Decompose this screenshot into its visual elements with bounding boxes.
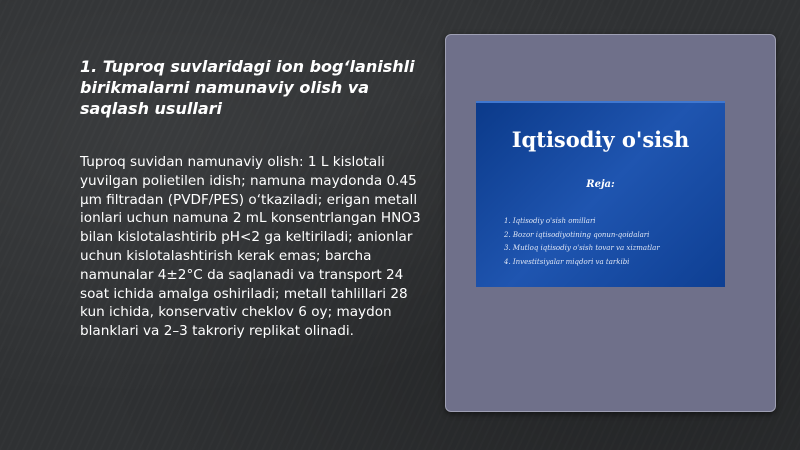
embedded-slide-title: Iqtisodiy o'sish [511, 127, 690, 152]
image-frame [445, 34, 776, 412]
embedded-slide-list [504, 215, 660, 269]
embedded-slide-list-item: 2. Bozor iqtisodiyotining qonun-qoidalari [504, 230, 650, 239]
embedded-slide-list-item: 3. Mutloq iqtisodiy o'sish tovar va xizmatlar [504, 244, 660, 252]
embedded-slide-list-item: 4. Investitsiyalar miqdori va tarkibi [504, 257, 630, 266]
embedded-slide-list-item: 1. Iqtisodiy o'sish omillari [504, 217, 596, 225]
slide-body-text: Tuproq suvidan namunaviy olish: 1 L kislotali yuvilgan polietilen idish; namuna maydonda 0.45 μm filtradan (PVDF/PES) o‘tkaziladi; erigan metall ionlari uchun namuna 2 mL konsentrlangan HNO3 bilan kislotalashtirib pH<2 ga keltiriladi; anionlar uchun kislotalashtirish kerak emas; barcha namunalar 4±2°C da saqlanadi va transport 24 soat ichida amalga oshiriladi; metall tahlillari 28 kun ichida, konservativ cheklov 6 oy; maydon blanklari va 2–3 takroriy replikat olinadi. [80, 154, 421, 340]
slide-heading: 1. Tuproq suvlaridagi ion bog‘lanishli birikmalarni namunaviy olish va saqlash usullari [80, 57, 415, 118]
embedded-slide-image [476, 101, 725, 287]
embedded-slide-subtitle: Reja: [586, 179, 615, 190]
